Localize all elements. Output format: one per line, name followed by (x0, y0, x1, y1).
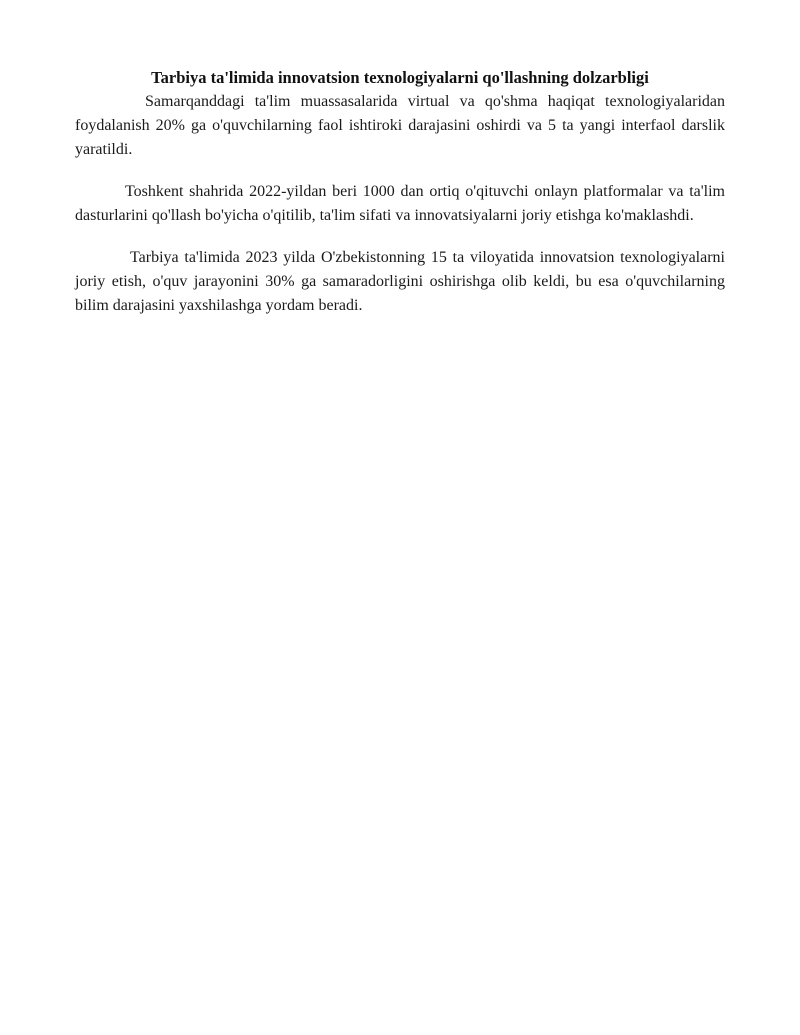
document-body (75, 66, 725, 318)
document-title: Tarbiya ta'limida innovatsion texnologiyalarni qo'llashning dolzarbligi (151, 68, 649, 87)
paragraph-2: Toshkent shahrida 2022-yildan beri 1000 dan ortiq o'qituvchi onlayn platformalar va ta'lim dasturlarini qo'llash bo'yicha o'qitilib, ta'lim sifati va innovatsiyalarni joriy etishga ko'maklashdi. (75, 183, 725, 224)
paragraph-3: Tarbiya ta'limida 2023 yilda O'zbekistonning 15 ta viloyatida innovatsion texnologiyalarni joriy etish, o'quv jarayonini 30% ga samaradorligini oshirishga olib keldi, bu esa o'quvchilarning bilim darajasini yaxshilashga yordam beradi. (75, 249, 725, 314)
paragraph-1: Samarqanddagi ta'lim muassasalarida virtual va qo'shma haqiqat texnologiyalaridan foydalanish 20% ga o'quvchilarning faol ishtiroki darajasini oshirdi va 5 ta yangi interfaol darslik yaratildi. (75, 93, 725, 158)
